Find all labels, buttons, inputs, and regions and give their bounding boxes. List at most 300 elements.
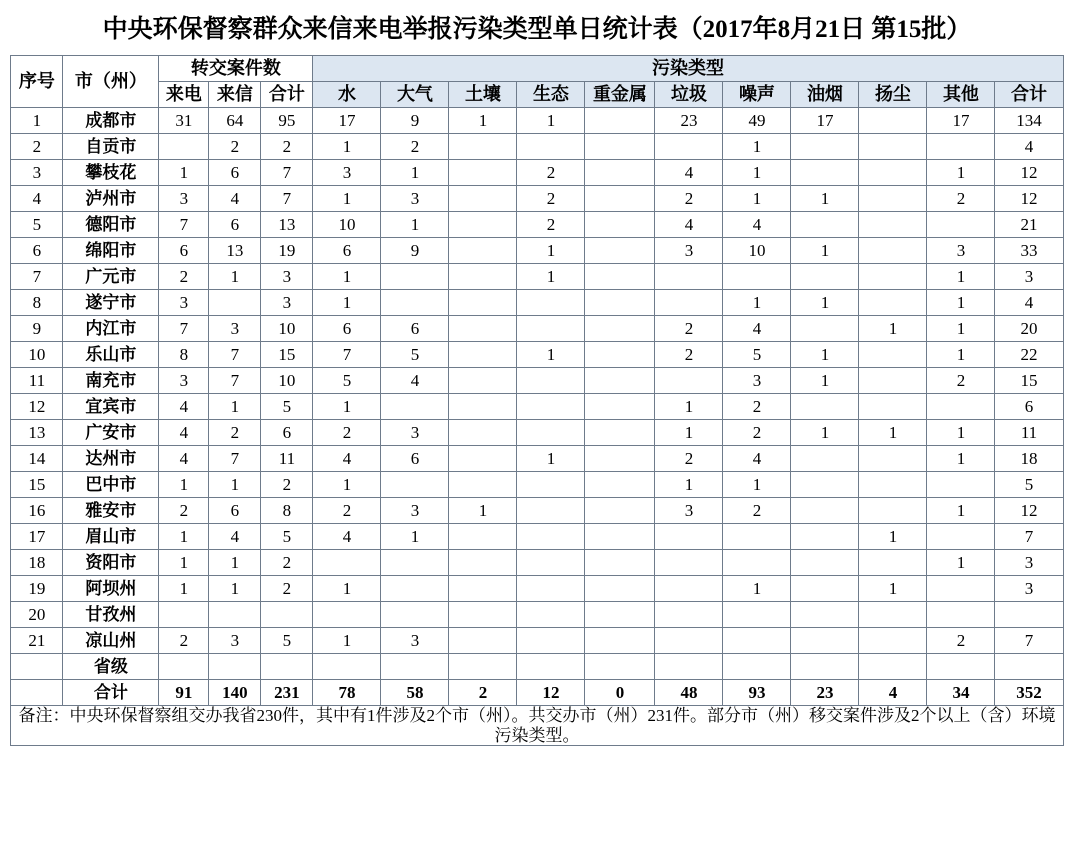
cell-transfer-total: 5 [261, 394, 313, 420]
cell-call: 1 [159, 472, 209, 498]
cell-air [381, 550, 449, 576]
cell-other [927, 524, 995, 550]
cell-city: 巴中市 [63, 472, 159, 498]
cell-soil [449, 342, 517, 368]
cell-total: 12 [995, 498, 1063, 524]
cell-soil [449, 134, 517, 160]
cell-total: 4 [995, 290, 1063, 316]
cell-city: 自贡市 [63, 134, 159, 160]
cell-transfer-total: 5 [261, 524, 313, 550]
cell-water: 3 [313, 160, 381, 186]
cell-dust [859, 134, 927, 160]
cell-fume: 1 [791, 186, 859, 212]
cell-transfer-total: 6 [261, 420, 313, 446]
header-pollution-fume: 油烟 [791, 82, 859, 108]
cell-ecology: 1 [517, 108, 585, 134]
cell-dust [859, 654, 927, 680]
cell-air: 9 [381, 108, 449, 134]
cell-seq [11, 654, 63, 680]
cell-call: 2 [159, 498, 209, 524]
cell-seq: 10 [11, 342, 63, 368]
cell-call: 2 [159, 628, 209, 654]
cell-seq: 18 [11, 550, 63, 576]
cell-fume: 1 [791, 368, 859, 394]
cell-total: 3 [995, 550, 1063, 576]
cell-garbage [655, 550, 723, 576]
cell-dust [859, 264, 927, 290]
cell-soil [449, 420, 517, 446]
cell-seq: 8 [11, 290, 63, 316]
cell-soil [449, 576, 517, 602]
cell-fume [791, 446, 859, 472]
table-row [11, 342, 1063, 368]
cell-dust [859, 238, 927, 264]
cell-dust [859, 472, 927, 498]
cell-transfer-total: 10 [261, 368, 313, 394]
cell-ecology [517, 628, 585, 654]
cell-seq: 19 [11, 576, 63, 602]
cell-fume: 1 [791, 342, 859, 368]
cell-other [927, 602, 995, 628]
cell-call: 7 [159, 212, 209, 238]
cell-seq: 15 [11, 472, 63, 498]
cell-water: 1 [313, 628, 381, 654]
header-pollution-air: 大气 [381, 82, 449, 108]
cell-ecology [517, 576, 585, 602]
cell-ecology: 2 [517, 186, 585, 212]
pollution-statistics-table [10, 55, 1063, 746]
cell-seq: 12 [11, 394, 63, 420]
cell-heavymetal [585, 290, 655, 316]
cell-transfer-total: 3 [261, 264, 313, 290]
cell-ecology [517, 550, 585, 576]
cell-soil [449, 394, 517, 420]
cell-letter [209, 290, 261, 316]
cell-seq: 11 [11, 368, 63, 394]
cell-transfer-total: 15 [261, 342, 313, 368]
cell-ecology: 1 [517, 238, 585, 264]
cell-soil [449, 524, 517, 550]
cell-soil [449, 446, 517, 472]
table-row [11, 212, 1063, 238]
cell-dust [859, 498, 927, 524]
cell-seq: 17 [11, 524, 63, 550]
table-row [11, 238, 1063, 264]
cell-water: 1 [313, 264, 381, 290]
cell-air [381, 264, 449, 290]
cell-garbage [655, 524, 723, 550]
cell-noise: 4 [723, 316, 791, 342]
cell-water: 17 [313, 108, 381, 134]
header-pollution-noise: 噪声 [723, 82, 791, 108]
cell-other: 1 [927, 290, 995, 316]
table-footer [11, 706, 1063, 746]
header-pollution-soil: 土壤 [449, 82, 517, 108]
cell-city: 雅安市 [63, 498, 159, 524]
cell-total: 11 [995, 420, 1063, 446]
cell-garbage [655, 368, 723, 394]
cell-letter: 64 [209, 108, 261, 134]
cell-fume: 1 [791, 238, 859, 264]
cell-letter: 6 [209, 160, 261, 186]
cell-total [995, 602, 1063, 628]
cell-water: 1 [313, 290, 381, 316]
cell-ecology [517, 654, 585, 680]
cell-water: 2 [313, 498, 381, 524]
table-row [11, 420, 1063, 446]
cell-city: 资阳市 [63, 550, 159, 576]
cell-other: 1 [927, 342, 995, 368]
cell-soil [449, 238, 517, 264]
cell-seq: 14 [11, 446, 63, 472]
cell-fume: 23 [791, 680, 859, 706]
cell-fume [791, 576, 859, 602]
cell-dust: 1 [859, 316, 927, 342]
cell-dust [859, 368, 927, 394]
cell-ecology [517, 316, 585, 342]
cell-letter: 1 [209, 550, 261, 576]
cell-air: 2 [381, 134, 449, 160]
cell-letter: 4 [209, 524, 261, 550]
cell-air: 3 [381, 420, 449, 446]
cell-dust [859, 550, 927, 576]
cell-fume [791, 472, 859, 498]
cell-dust [859, 290, 927, 316]
cell-dust: 1 [859, 524, 927, 550]
cell-garbage: 3 [655, 238, 723, 264]
cell-letter: 1 [209, 576, 261, 602]
cell-noise: 2 [723, 394, 791, 420]
table-total-row [11, 680, 1063, 706]
cell-soil [449, 290, 517, 316]
cell-seq: 4 [11, 186, 63, 212]
cell-dust: 1 [859, 576, 927, 602]
cell-call [159, 654, 209, 680]
cell-city: 成都市 [63, 108, 159, 134]
header-pollution-water: 水 [313, 82, 381, 108]
table-row [11, 498, 1063, 524]
cell-letter: 2 [209, 134, 261, 160]
cell-city: 合计 [63, 680, 159, 706]
cell-noise: 1 [723, 160, 791, 186]
cell-city: 广元市 [63, 264, 159, 290]
cell-soil [449, 628, 517, 654]
cell-ecology [517, 420, 585, 446]
cell-fume [791, 212, 859, 238]
cell-soil: 2 [449, 680, 517, 706]
cell-city: 眉山市 [63, 524, 159, 550]
header-city: 市（州） [63, 56, 159, 108]
cell-transfer-total [261, 602, 313, 628]
cell-garbage: 23 [655, 108, 723, 134]
cell-letter: 7 [209, 368, 261, 394]
cell-heavymetal [585, 628, 655, 654]
cell-total: 3 [995, 264, 1063, 290]
cell-garbage: 3 [655, 498, 723, 524]
cell-ecology [517, 368, 585, 394]
cell-heavymetal [585, 498, 655, 524]
cell-other [927, 394, 995, 420]
cell-other: 1 [927, 498, 995, 524]
note-text: 备注：中央环保督察组交办我省230件，其中有1件涉及2个市（州）。共交办市（州）231件。部分市（州）移交案件涉及2个以上（含）环境污染类型。 [18, 706, 1056, 745]
cell-letter: 7 [209, 446, 261, 472]
table-row [11, 264, 1063, 290]
cell-seq: 3 [11, 160, 63, 186]
cell-dust [859, 108, 927, 134]
cell-transfer-total: 2 [261, 472, 313, 498]
cell-letter: 140 [209, 680, 261, 706]
cell-total: 18 [995, 446, 1063, 472]
cell-soil [449, 368, 517, 394]
cell-fume [791, 654, 859, 680]
cell-transfer-total: 7 [261, 186, 313, 212]
cell-seq: 5 [11, 212, 63, 238]
cell-ecology [517, 524, 585, 550]
cell-air: 3 [381, 186, 449, 212]
header-pollution-group: 污染类型 [313, 56, 1063, 82]
cell-noise: 2 [723, 498, 791, 524]
cell-air: 1 [381, 212, 449, 238]
note-cell [11, 706, 1063, 746]
cell-total [995, 654, 1063, 680]
cell-total: 21 [995, 212, 1063, 238]
cell-total: 7 [995, 524, 1063, 550]
cell-call: 3 [159, 368, 209, 394]
cell-call: 2 [159, 264, 209, 290]
cell-garbage [655, 576, 723, 602]
cell-call: 1 [159, 524, 209, 550]
table-row [11, 108, 1063, 134]
cell-heavymetal [585, 342, 655, 368]
cell-garbage: 2 [655, 342, 723, 368]
cell-transfer-total: 8 [261, 498, 313, 524]
cell-heavymetal: 0 [585, 680, 655, 706]
cell-call: 3 [159, 186, 209, 212]
cell-city: 甘孜州 [63, 602, 159, 628]
cell-heavymetal [585, 264, 655, 290]
cell-air [381, 290, 449, 316]
cell-heavymetal [585, 472, 655, 498]
cell-dust [859, 446, 927, 472]
cell-seq [11, 680, 63, 706]
cell-air: 6 [381, 446, 449, 472]
cell-ecology: 1 [517, 446, 585, 472]
cell-other: 1 [927, 550, 995, 576]
table-row [11, 628, 1063, 654]
cell-other: 1 [927, 160, 995, 186]
header-pollution-dust: 扬尘 [859, 82, 927, 108]
cell-garbage [655, 264, 723, 290]
cell-other: 2 [927, 368, 995, 394]
cell-heavymetal [585, 524, 655, 550]
cell-other [927, 654, 995, 680]
header-transfer-letter: 来信 [209, 82, 261, 108]
cell-soil [449, 602, 517, 628]
cell-total: 12 [995, 160, 1063, 186]
cell-garbage: 48 [655, 680, 723, 706]
cell-seq: 1 [11, 108, 63, 134]
cell-city: 阿坝州 [63, 576, 159, 602]
cell-dust [859, 602, 927, 628]
cell-garbage [655, 654, 723, 680]
cell-air: 9 [381, 238, 449, 264]
table-row [11, 134, 1063, 160]
cell-water: 1 [313, 394, 381, 420]
cell-transfer-total: 3 [261, 290, 313, 316]
cell-soil [449, 654, 517, 680]
cell-letter [209, 602, 261, 628]
cell-garbage [655, 134, 723, 160]
cell-air [381, 394, 449, 420]
cell-heavymetal [585, 602, 655, 628]
cell-call: 4 [159, 420, 209, 446]
table-row [11, 316, 1063, 342]
cell-ecology: 2 [517, 212, 585, 238]
cell-air: 1 [381, 524, 449, 550]
cell-dust: 1 [859, 420, 927, 446]
cell-soil: 1 [449, 498, 517, 524]
cell-noise [723, 264, 791, 290]
cell-water: 5 [313, 368, 381, 394]
cell-air [381, 654, 449, 680]
cell-noise: 3 [723, 368, 791, 394]
cell-heavymetal [585, 576, 655, 602]
cell-transfer-total: 19 [261, 238, 313, 264]
cell-heavymetal [585, 446, 655, 472]
cell-noise: 10 [723, 238, 791, 264]
cell-fume: 1 [791, 420, 859, 446]
cell-total: 20 [995, 316, 1063, 342]
table-row [11, 290, 1063, 316]
cell-transfer-total: 10 [261, 316, 313, 342]
cell-air [381, 602, 449, 628]
cell-call: 4 [159, 394, 209, 420]
cell-city: 内江市 [63, 316, 159, 342]
cell-ecology [517, 290, 585, 316]
cell-transfer-total [261, 654, 313, 680]
cell-other [927, 576, 995, 602]
cell-letter: 3 [209, 316, 261, 342]
cell-transfer-total: 13 [261, 212, 313, 238]
cell-city: 德阳市 [63, 212, 159, 238]
cell-fume [791, 264, 859, 290]
cell-water: 10 [313, 212, 381, 238]
cell-heavymetal [585, 394, 655, 420]
cell-ecology [517, 602, 585, 628]
cell-ecology [517, 134, 585, 160]
cell-heavymetal [585, 368, 655, 394]
cell-air: 3 [381, 498, 449, 524]
cell-city: 遂宁市 [63, 290, 159, 316]
cell-other: 17 [927, 108, 995, 134]
cell-fume [791, 524, 859, 550]
cell-fume [791, 550, 859, 576]
cell-total: 7 [995, 628, 1063, 654]
table-row [11, 446, 1063, 472]
cell-heavymetal [585, 420, 655, 446]
cell-city: 南充市 [63, 368, 159, 394]
cell-total: 6 [995, 394, 1063, 420]
cell-fume [791, 316, 859, 342]
cell-garbage [655, 290, 723, 316]
cell-transfer-total: 95 [261, 108, 313, 134]
cell-call: 91 [159, 680, 209, 706]
cell-city: 攀枝花 [63, 160, 159, 186]
cell-other: 1 [927, 446, 995, 472]
cell-dust [859, 342, 927, 368]
cell-call: 1 [159, 160, 209, 186]
cell-dust [859, 394, 927, 420]
cell-noise [723, 602, 791, 628]
cell-ecology: 12 [517, 680, 585, 706]
cell-dust [859, 628, 927, 654]
cell-garbage: 1 [655, 420, 723, 446]
cell-city: 宜宾市 [63, 394, 159, 420]
cell-letter: 1 [209, 394, 261, 420]
header-pollution-other: 其他 [927, 82, 995, 108]
cell-transfer-total: 11 [261, 446, 313, 472]
cell-ecology [517, 472, 585, 498]
cell-fume [791, 628, 859, 654]
cell-city: 绵阳市 [63, 238, 159, 264]
cell-other: 2 [927, 628, 995, 654]
cell-dust: 4 [859, 680, 927, 706]
cell-total: 12 [995, 186, 1063, 212]
table-row [11, 160, 1063, 186]
table-row [11, 602, 1063, 628]
cell-water: 4 [313, 446, 381, 472]
cell-call: 4 [159, 446, 209, 472]
cell-fume [791, 160, 859, 186]
table-row [11, 472, 1063, 498]
cell-heavymetal [585, 160, 655, 186]
cell-air: 5 [381, 342, 449, 368]
table-row [11, 524, 1063, 550]
cell-seq: 16 [11, 498, 63, 524]
cell-transfer-total: 2 [261, 576, 313, 602]
header-pollution-heavymetal: 重金属 [585, 82, 655, 108]
cell-water: 78 [313, 680, 381, 706]
cell-air: 4 [381, 368, 449, 394]
cell-soil: 1 [449, 108, 517, 134]
cell-call: 1 [159, 550, 209, 576]
cell-heavymetal [585, 212, 655, 238]
cell-noise: 5 [723, 342, 791, 368]
page-title: 中央环保督察群众来信来电举报污染类型单日统计表（2017年8月21日 第15批） [102, 16, 972, 43]
cell-garbage: 1 [655, 394, 723, 420]
cell-call: 6 [159, 238, 209, 264]
cell-letter: 4 [209, 186, 261, 212]
header-transfer-group: 转交案件数 [159, 56, 313, 82]
header-row-subs [11, 82, 1063, 108]
cell-water: 1 [313, 134, 381, 160]
cell-dust [859, 186, 927, 212]
cell-city: 省级 [63, 654, 159, 680]
table-row [11, 368, 1063, 394]
cell-garbage [655, 628, 723, 654]
header-transfer-subtotal: 合计 [261, 82, 313, 108]
cell-seq: 13 [11, 420, 63, 446]
cell-other: 3 [927, 238, 995, 264]
cell-call [159, 602, 209, 628]
cell-dust [859, 212, 927, 238]
header-row-groups [11, 56, 1063, 82]
cell-water: 1 [313, 186, 381, 212]
cell-total: 3 [995, 576, 1063, 602]
cell-transfer-total: 2 [261, 134, 313, 160]
cell-water: 6 [313, 316, 381, 342]
cell-city: 乐山市 [63, 342, 159, 368]
